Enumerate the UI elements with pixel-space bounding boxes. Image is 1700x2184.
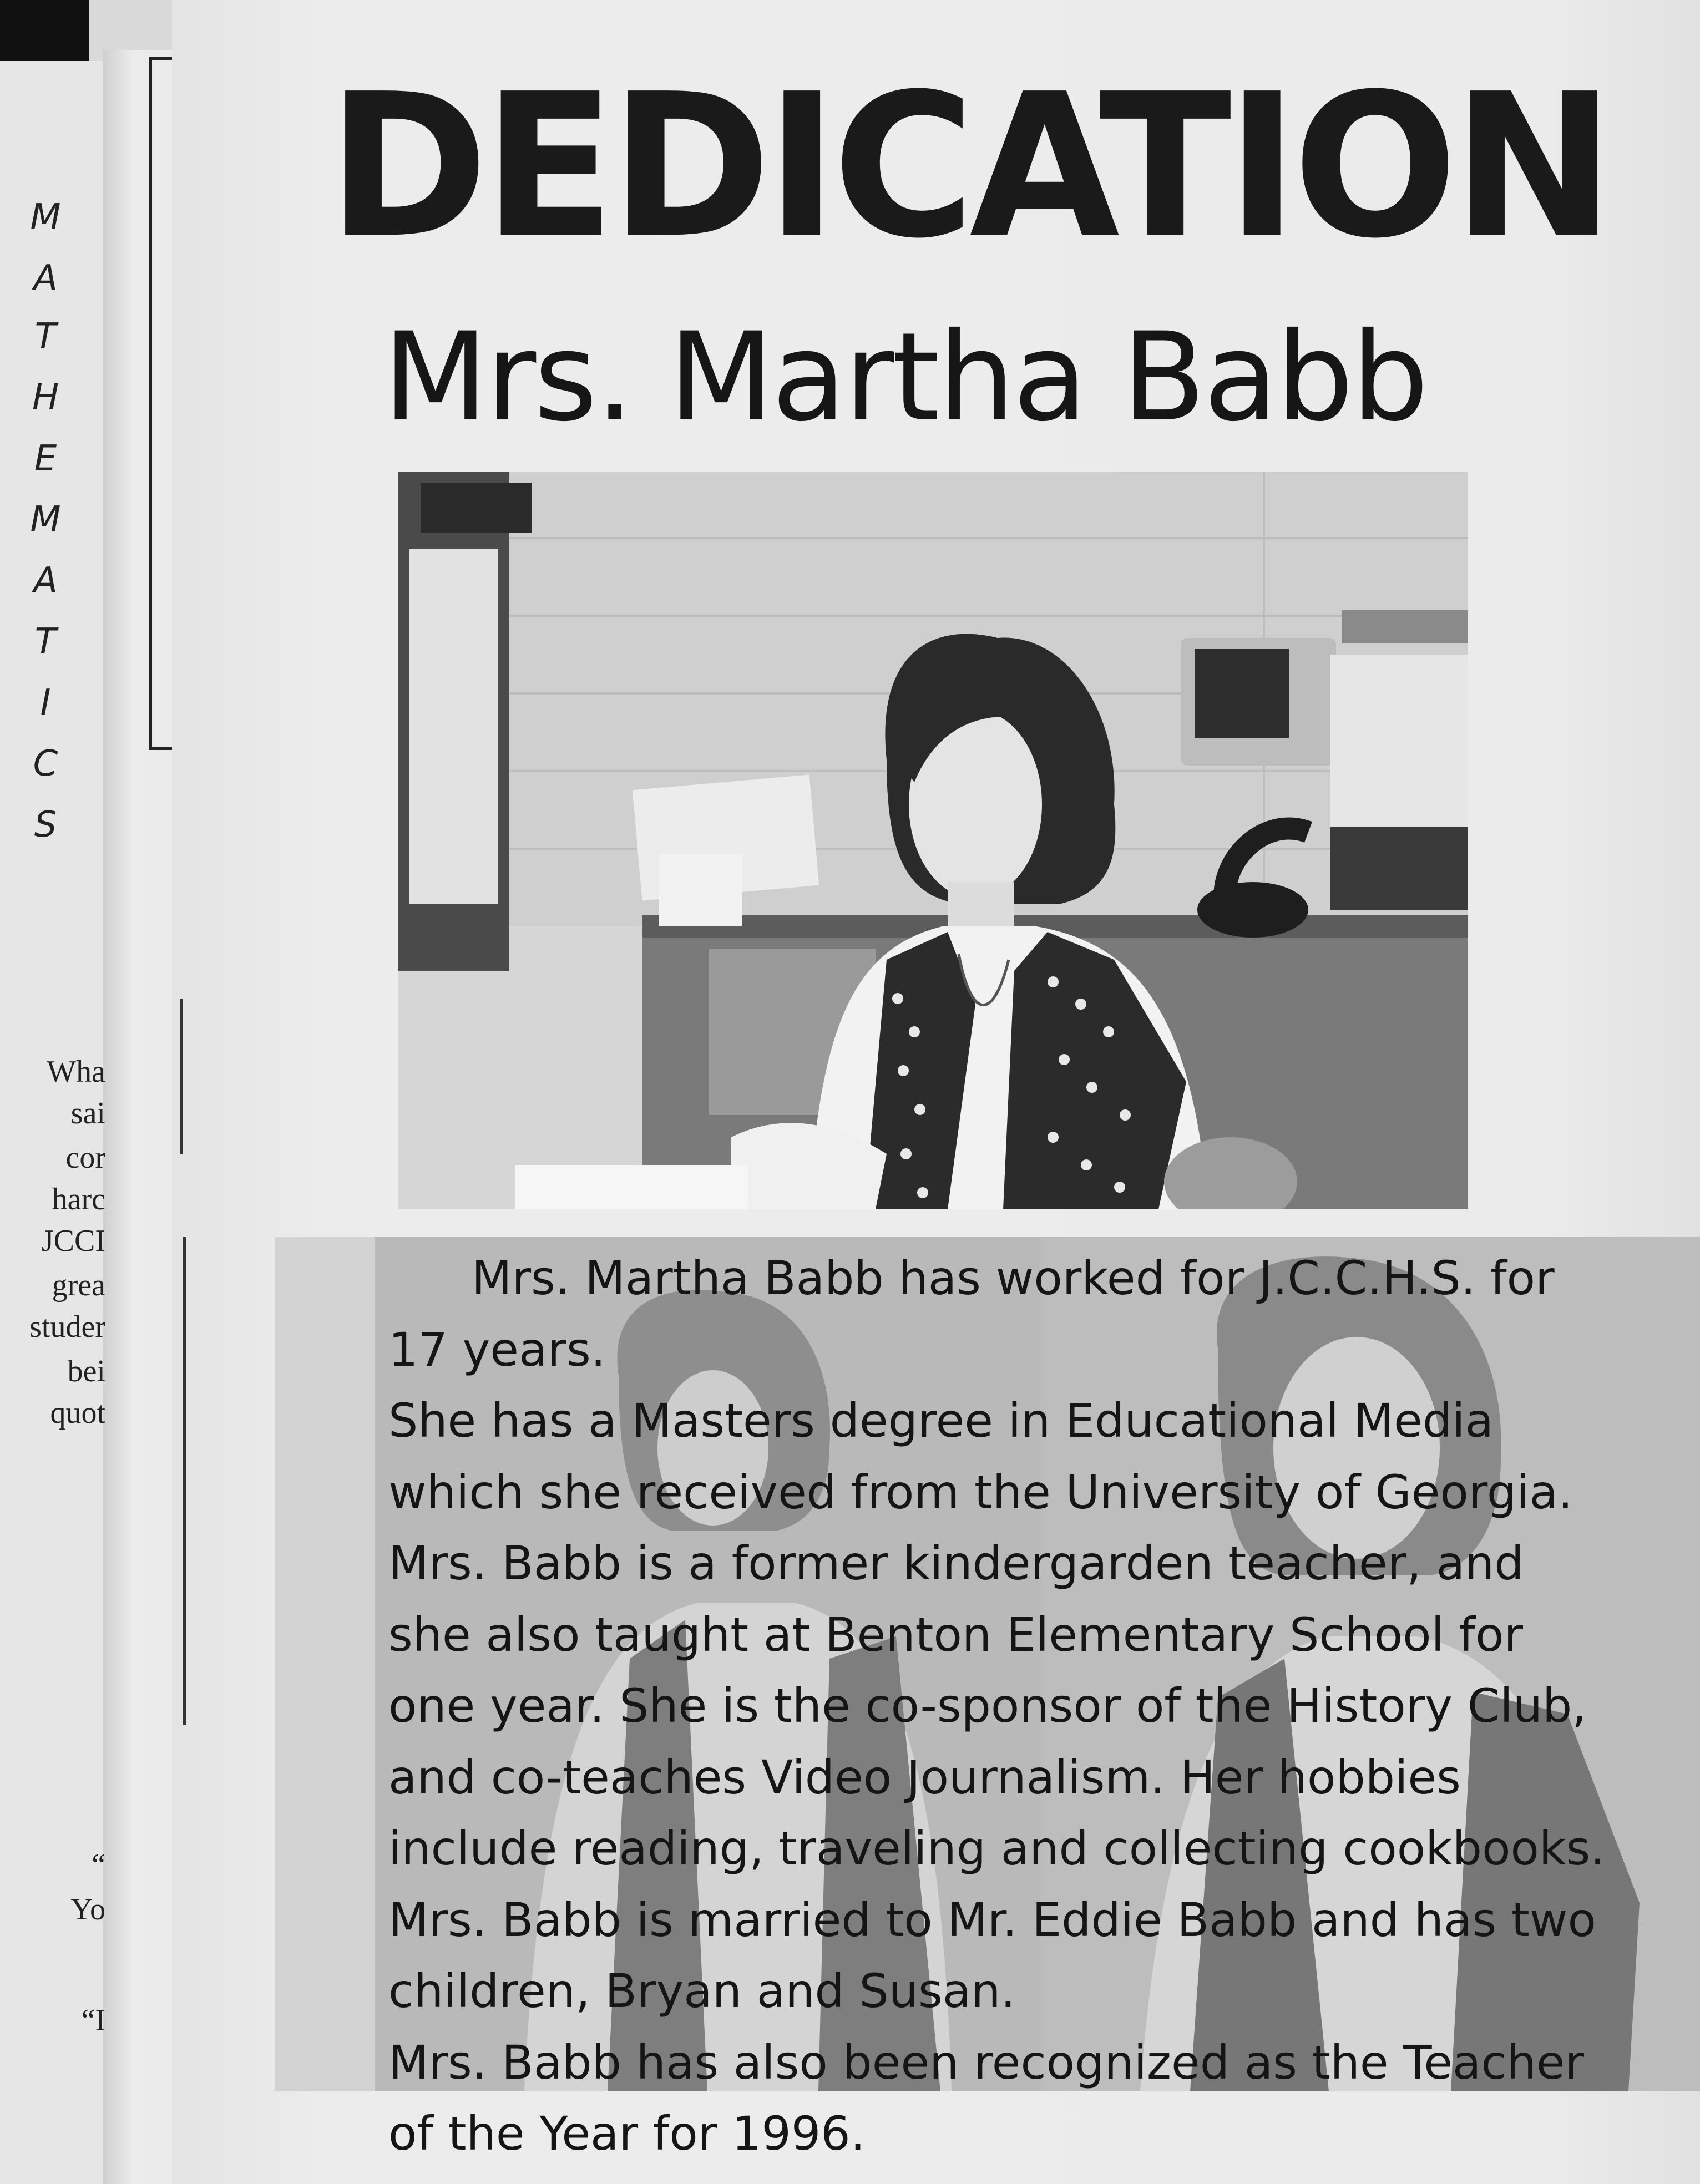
text-fragment: harc bbox=[52, 1182, 105, 1217]
vertical-letter: A bbox=[33, 258, 58, 299]
page-title: DEDICATION bbox=[327, 50, 1610, 282]
text-fragment: bei bbox=[67, 1354, 105, 1389]
page-edge bbox=[103, 50, 180, 2184]
text-fragment: JCCI bbox=[41, 1224, 105, 1258]
article-paragraph: Mrs. Martha Babb has worked for J.C.C.H.S. for 17 years. bbox=[388, 1251, 1555, 1377]
divider-line bbox=[180, 999, 183, 1154]
bracket-bottom bbox=[149, 747, 175, 750]
text-fragment: quot bbox=[50, 1396, 105, 1430]
article-paragraph: Mrs. Babb has also been recognized as the Teacher of the Year for 1996. bbox=[388, 2035, 1585, 2161]
vertical-letter: C bbox=[33, 743, 58, 784]
vertical-letter: A bbox=[33, 560, 58, 601]
vertical-letter: T bbox=[34, 316, 57, 357]
vertical-letter: E bbox=[34, 438, 57, 479]
text-fragment: Wha bbox=[47, 1055, 105, 1089]
vertical-letter: M bbox=[30, 499, 61, 540]
dedication-name: Mrs. Martha Babb bbox=[383, 306, 1427, 448]
text-fragment: Yo bbox=[70, 1892, 105, 1927]
text-fragment: “I bbox=[81, 2003, 105, 2038]
article-paragraph: She has a Masters degree in Educational Media which she received from the University of Georgia. Mrs. Babb is a former kindergarden teacher, and she also taught at Benton Elementary School for one year. She is the co-sponsor of the History Club, and co-teaches Video Journalism. Her hobbies include reading, traveling and collecting cookbooks. Mrs. Babb is married to Mr. Eddie Babb and has two children, Bryan and Susan. bbox=[388, 1393, 1605, 2018]
vertical-letter: M bbox=[30, 197, 61, 238]
vertical-letter: H bbox=[32, 377, 59, 418]
text-fragment: studer bbox=[29, 1310, 105, 1344]
divider-line bbox=[183, 1237, 186, 1725]
teacher-photo bbox=[398, 472, 1468, 1209]
bracket-top bbox=[149, 57, 175, 60]
text-fragment: grea bbox=[52, 1268, 105, 1303]
text-fragment: cor bbox=[65, 1141, 105, 1175]
vertical-letter: T bbox=[34, 621, 57, 662]
dedication-article bbox=[388, 1243, 1609, 2170]
vertical-letter: I bbox=[40, 682, 51, 723]
text-fragment: sai bbox=[70, 1096, 105, 1131]
text-fragment: “ bbox=[92, 1848, 105, 1882]
vertical-letter: S bbox=[34, 804, 57, 845]
bracket-line bbox=[149, 57, 152, 750]
scan-corner bbox=[0, 0, 89, 61]
